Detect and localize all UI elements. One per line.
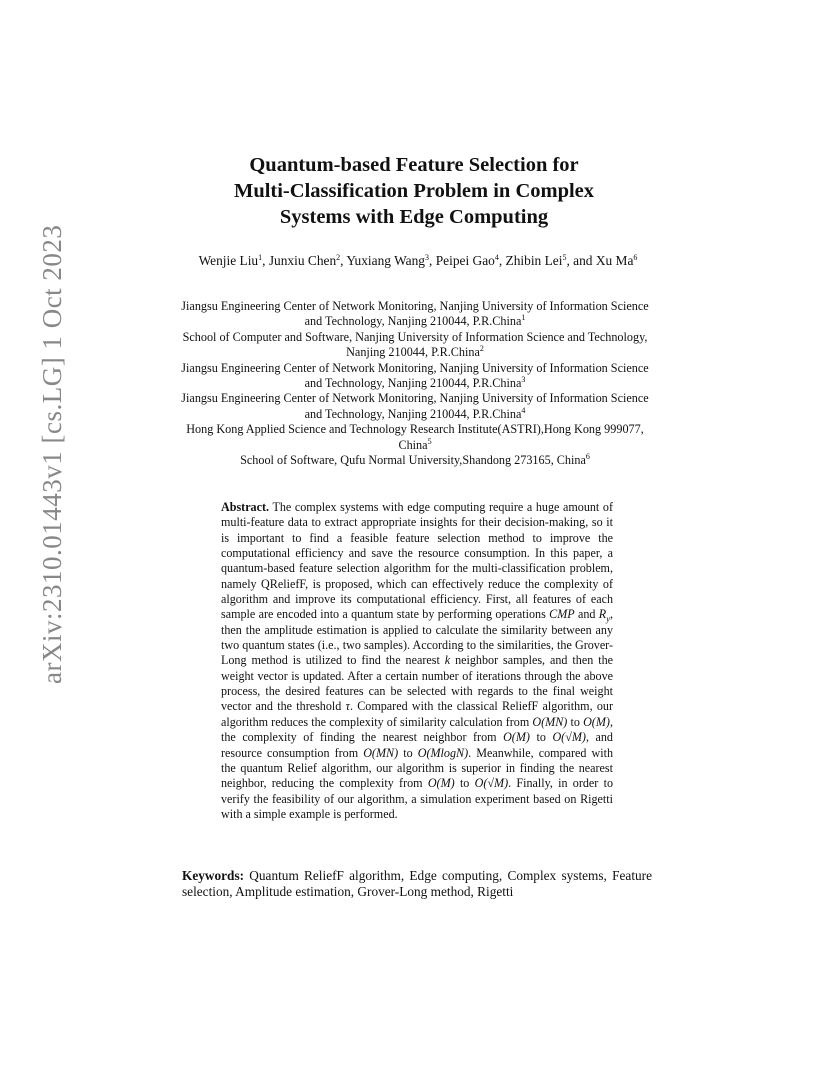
abstract-paragraph	[221, 500, 613, 822]
affiliation: Jiangsu Engineering Center of Network Monitoring, Nanjing University of Information Science and Technology, Nanjing 210044, P.R.China$^3$	[181, 360, 649, 391]
author: Xu Ma$^6$	[595, 253, 638, 268]
math-expression: O(M)	[503, 730, 530, 745]
affiliation: School of Software, Qufu Normal University,Shandong 273165, China$^6$	[240, 452, 590, 468]
title-line: Systems with Edge Computing	[279, 206, 549, 228]
affiliation-list	[176, 299, 654, 468]
abstract	[221, 500, 613, 822]
abstract-text: . Finally, in order to verify the feasibility of our algorithm, a simulation experiment based on Rigetti with a simple example is performed.	[221, 776, 613, 821]
abstract-text: to	[398, 745, 418, 760]
math-expression: τ	[345, 699, 350, 714]
affiliation: Jiangsu Engineering Center of Network Monitoring, Nanjing University of Information Science and Technology, Nanjing 210044, P.R.China$^4$	[181, 391, 649, 421]
title-line: Quantum-based Feature Selection for	[249, 154, 579, 176]
arxiv-identifier: arXiv:2310.01443v1 [cs.LG] 1 Oct 2023	[37, 224, 67, 684]
author: Peipei Gao$^4$,	[435, 253, 506, 268]
title-line: Multi-Classification Problem in Complex	[233, 180, 595, 202]
affiliation: School of Computer and Software, Nanjing University of Information Science and Technology, Nanjing 210044, P.R.China$^2$	[182, 329, 648, 360]
math-expression: O(MlogN)	[417, 745, 469, 760]
math-expression: CMP	[549, 607, 575, 622]
abstract-text: , the complexity of finding the nearest neighbor from	[221, 714, 613, 745]
abstract-body	[221, 500, 613, 821]
math-expression: O(MN)	[363, 745, 399, 760]
abstract-text: . Meanwhile, compared with the quantum Relief algorithm, our algorithm is superior in finding the nearest neighbor, reducing the complexity from	[221, 745, 613, 791]
keywords	[182, 868, 652, 901]
math-subscript: y	[606, 613, 610, 624]
author: Wenjie Liu$^1$,	[198, 253, 269, 268]
math-expression: R	[598, 607, 607, 622]
keywords-text: Quantum ReliefF algorithm, Edge computing, Complex systems, Feature selection, Amplitude estimation, Grover-Long method, Rigetti	[182, 868, 652, 900]
math-expression: O(√M)	[474, 776, 509, 791]
abstract-text: to	[454, 776, 475, 791]
math-expression: O(M)	[427, 776, 455, 791]
affiliation: Hong Kong Applied Science and Technology Research Institute(ASTRI),Hong Kong 999077, China$^5$	[186, 422, 644, 452]
abstract-text: , then the amplitude estimation is applied to calculate the similarity between any two quantum states (i.e., two samples). According to the similarities, the Grover-Long method is utilized to find the nearest	[221, 607, 613, 668]
keywords-paragraph	[182, 868, 652, 901]
affiliation: Jiangsu Engineering Center of Network Monitoring, Nanjing University of Information Science and Technology, Nanjing 210044, P.R.China$^1$	[181, 299, 649, 329]
author: Yuxiang Wang$^3$,	[346, 253, 436, 268]
abstract-text: and	[574, 607, 599, 622]
abstract-text: . Compared with the classical ReliefF algorithm, our algorithm reduces the complexity of similarity calculation from	[221, 699, 613, 729]
abstract-text: , and resource consumption from	[221, 730, 613, 760]
paper-title	[160, 152, 668, 230]
abstract-label: Abstract.	[221, 500, 270, 514]
abstract-text: The complex systems with edge computing require a huge amount of multi-feature data to extract appropriate insights for their decision-making, so it is important to find a feasible feature selection method to improve the computational efficiency and save the resource consumption. In this paper, a quantum-based feature selection algorithm for the multi-classification problem, namely QReliefF, is proposed, which can effectively reduce the complexity of algorithm and improve its computational efficiency. First, all features of each sample are encoded into a quantum state by performing operations	[221, 500, 613, 622]
abstract-text: neighbor samples, and then the weight vector is updated. After a certain number of iterations through the above process, the desired features can be selected with regards to the final weight vector and the threshold	[221, 653, 613, 714]
math-expression: O(MN)	[532, 714, 568, 729]
abstract-text: to	[567, 714, 584, 729]
keywords-label: Keywords:	[182, 868, 245, 883]
math-expression: k	[444, 653, 451, 668]
abstract-text: to	[529, 730, 553, 745]
math-expression: O(M)	[583, 714, 610, 729]
math-expression: O(√M)	[552, 730, 586, 745]
author: Zhibin Lei$^5$, and	[505, 253, 596, 268]
author-list	[176, 253, 660, 269]
author: Junxiu Chen$^2$,	[268, 253, 347, 268]
